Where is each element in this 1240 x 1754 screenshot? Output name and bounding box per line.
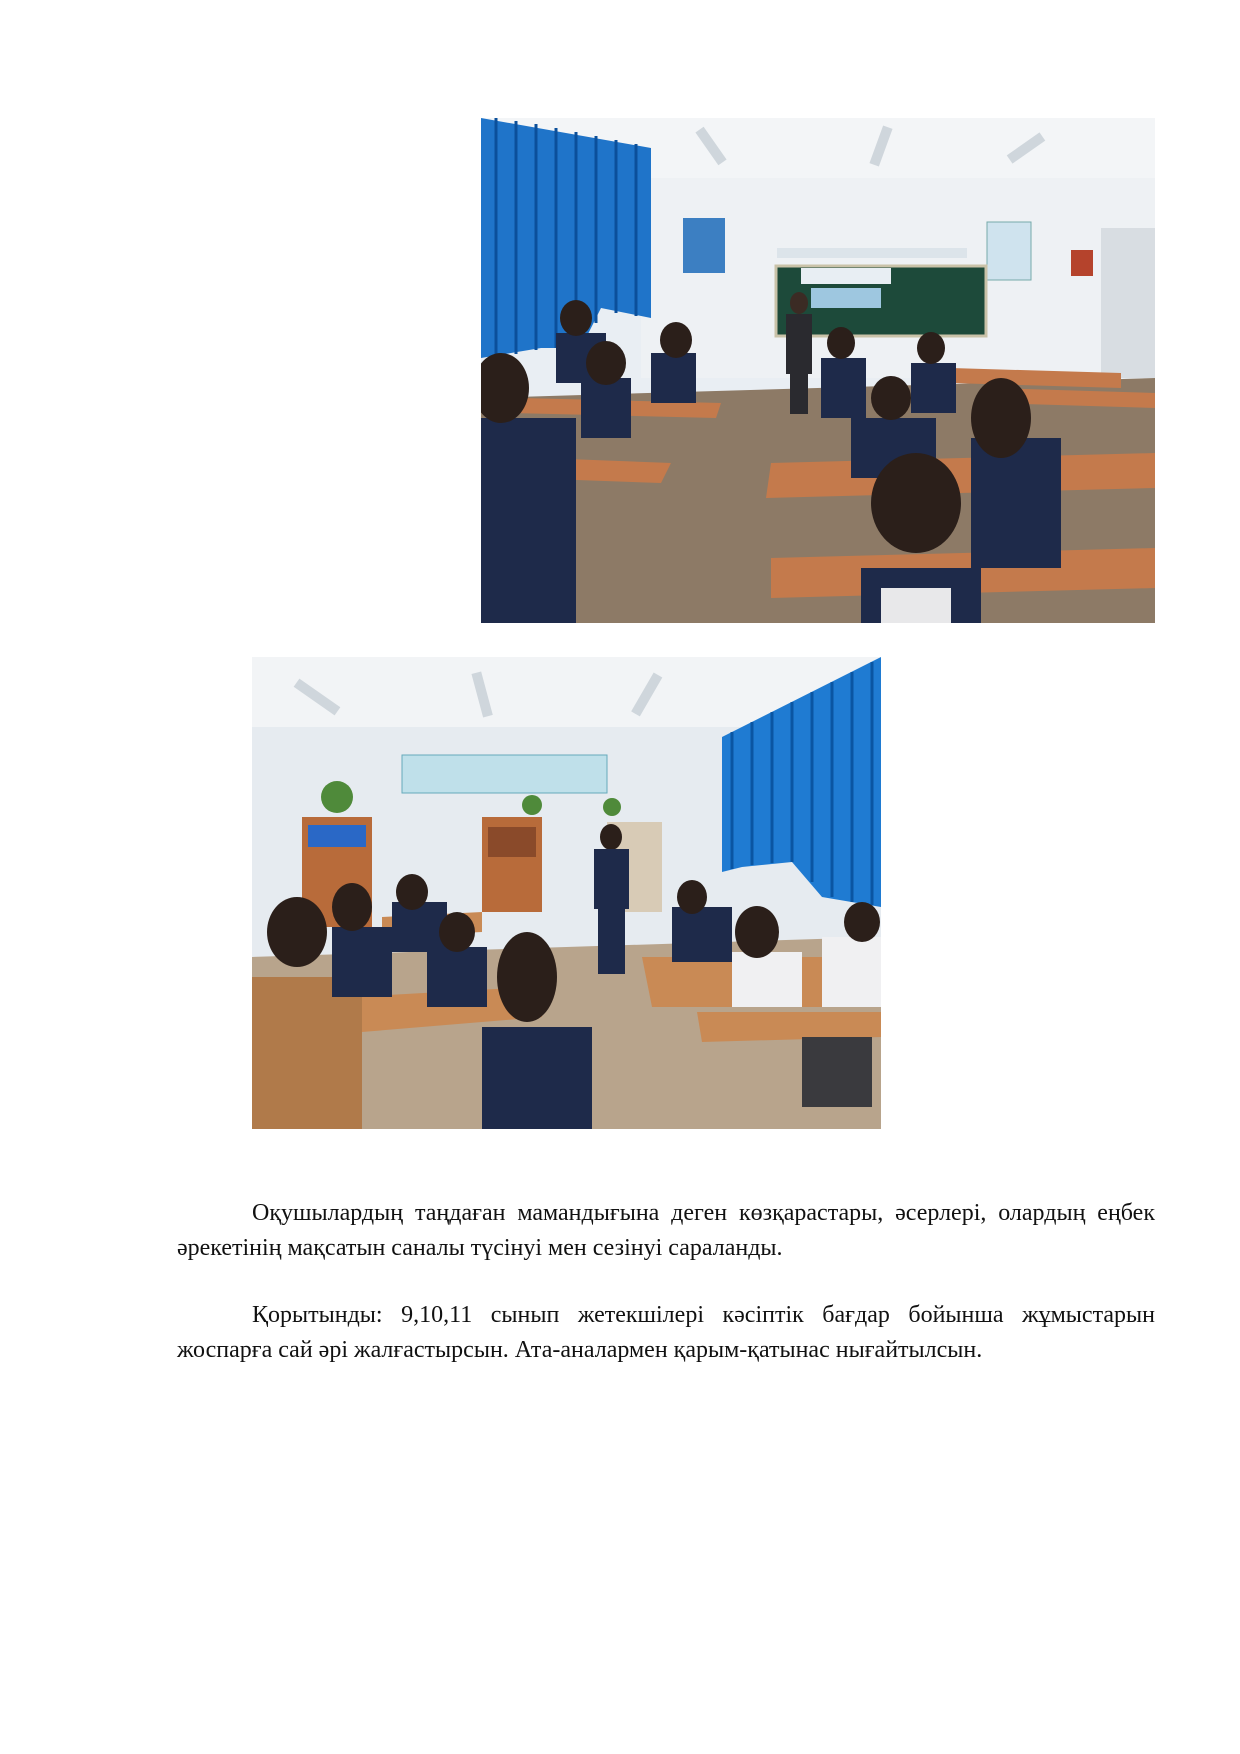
paragraph-conclusion — [177, 1298, 1155, 1368]
paragraph-conclusion-text: Қорытынды: 9,10,11 сынып жетекшілері кәсіптік бағдар бойынша жұмыстарын жоспарға сай әрі жалғастырсын. Ата-аналармен қарым-қатынас нығайтылсын. — [177, 1302, 1155, 1363]
classroom-photo-teacher — [481, 118, 1155, 623]
paragraph-observations — [177, 1196, 1155, 1266]
classroom-photo-teacher-image — [481, 118, 1155, 623]
classroom-photo-discussion-image — [252, 657, 881, 1129]
paragraph-observations-text: Оқушылардың таңдаған мамандығына деген көзқарастары, әсерлері, олардың еңбек әрекетінің мақсатын саналы түсінуі мен сезінуі сараланды. — [177, 1200, 1155, 1261]
classroom-photo-discussion — [252, 657, 881, 1129]
